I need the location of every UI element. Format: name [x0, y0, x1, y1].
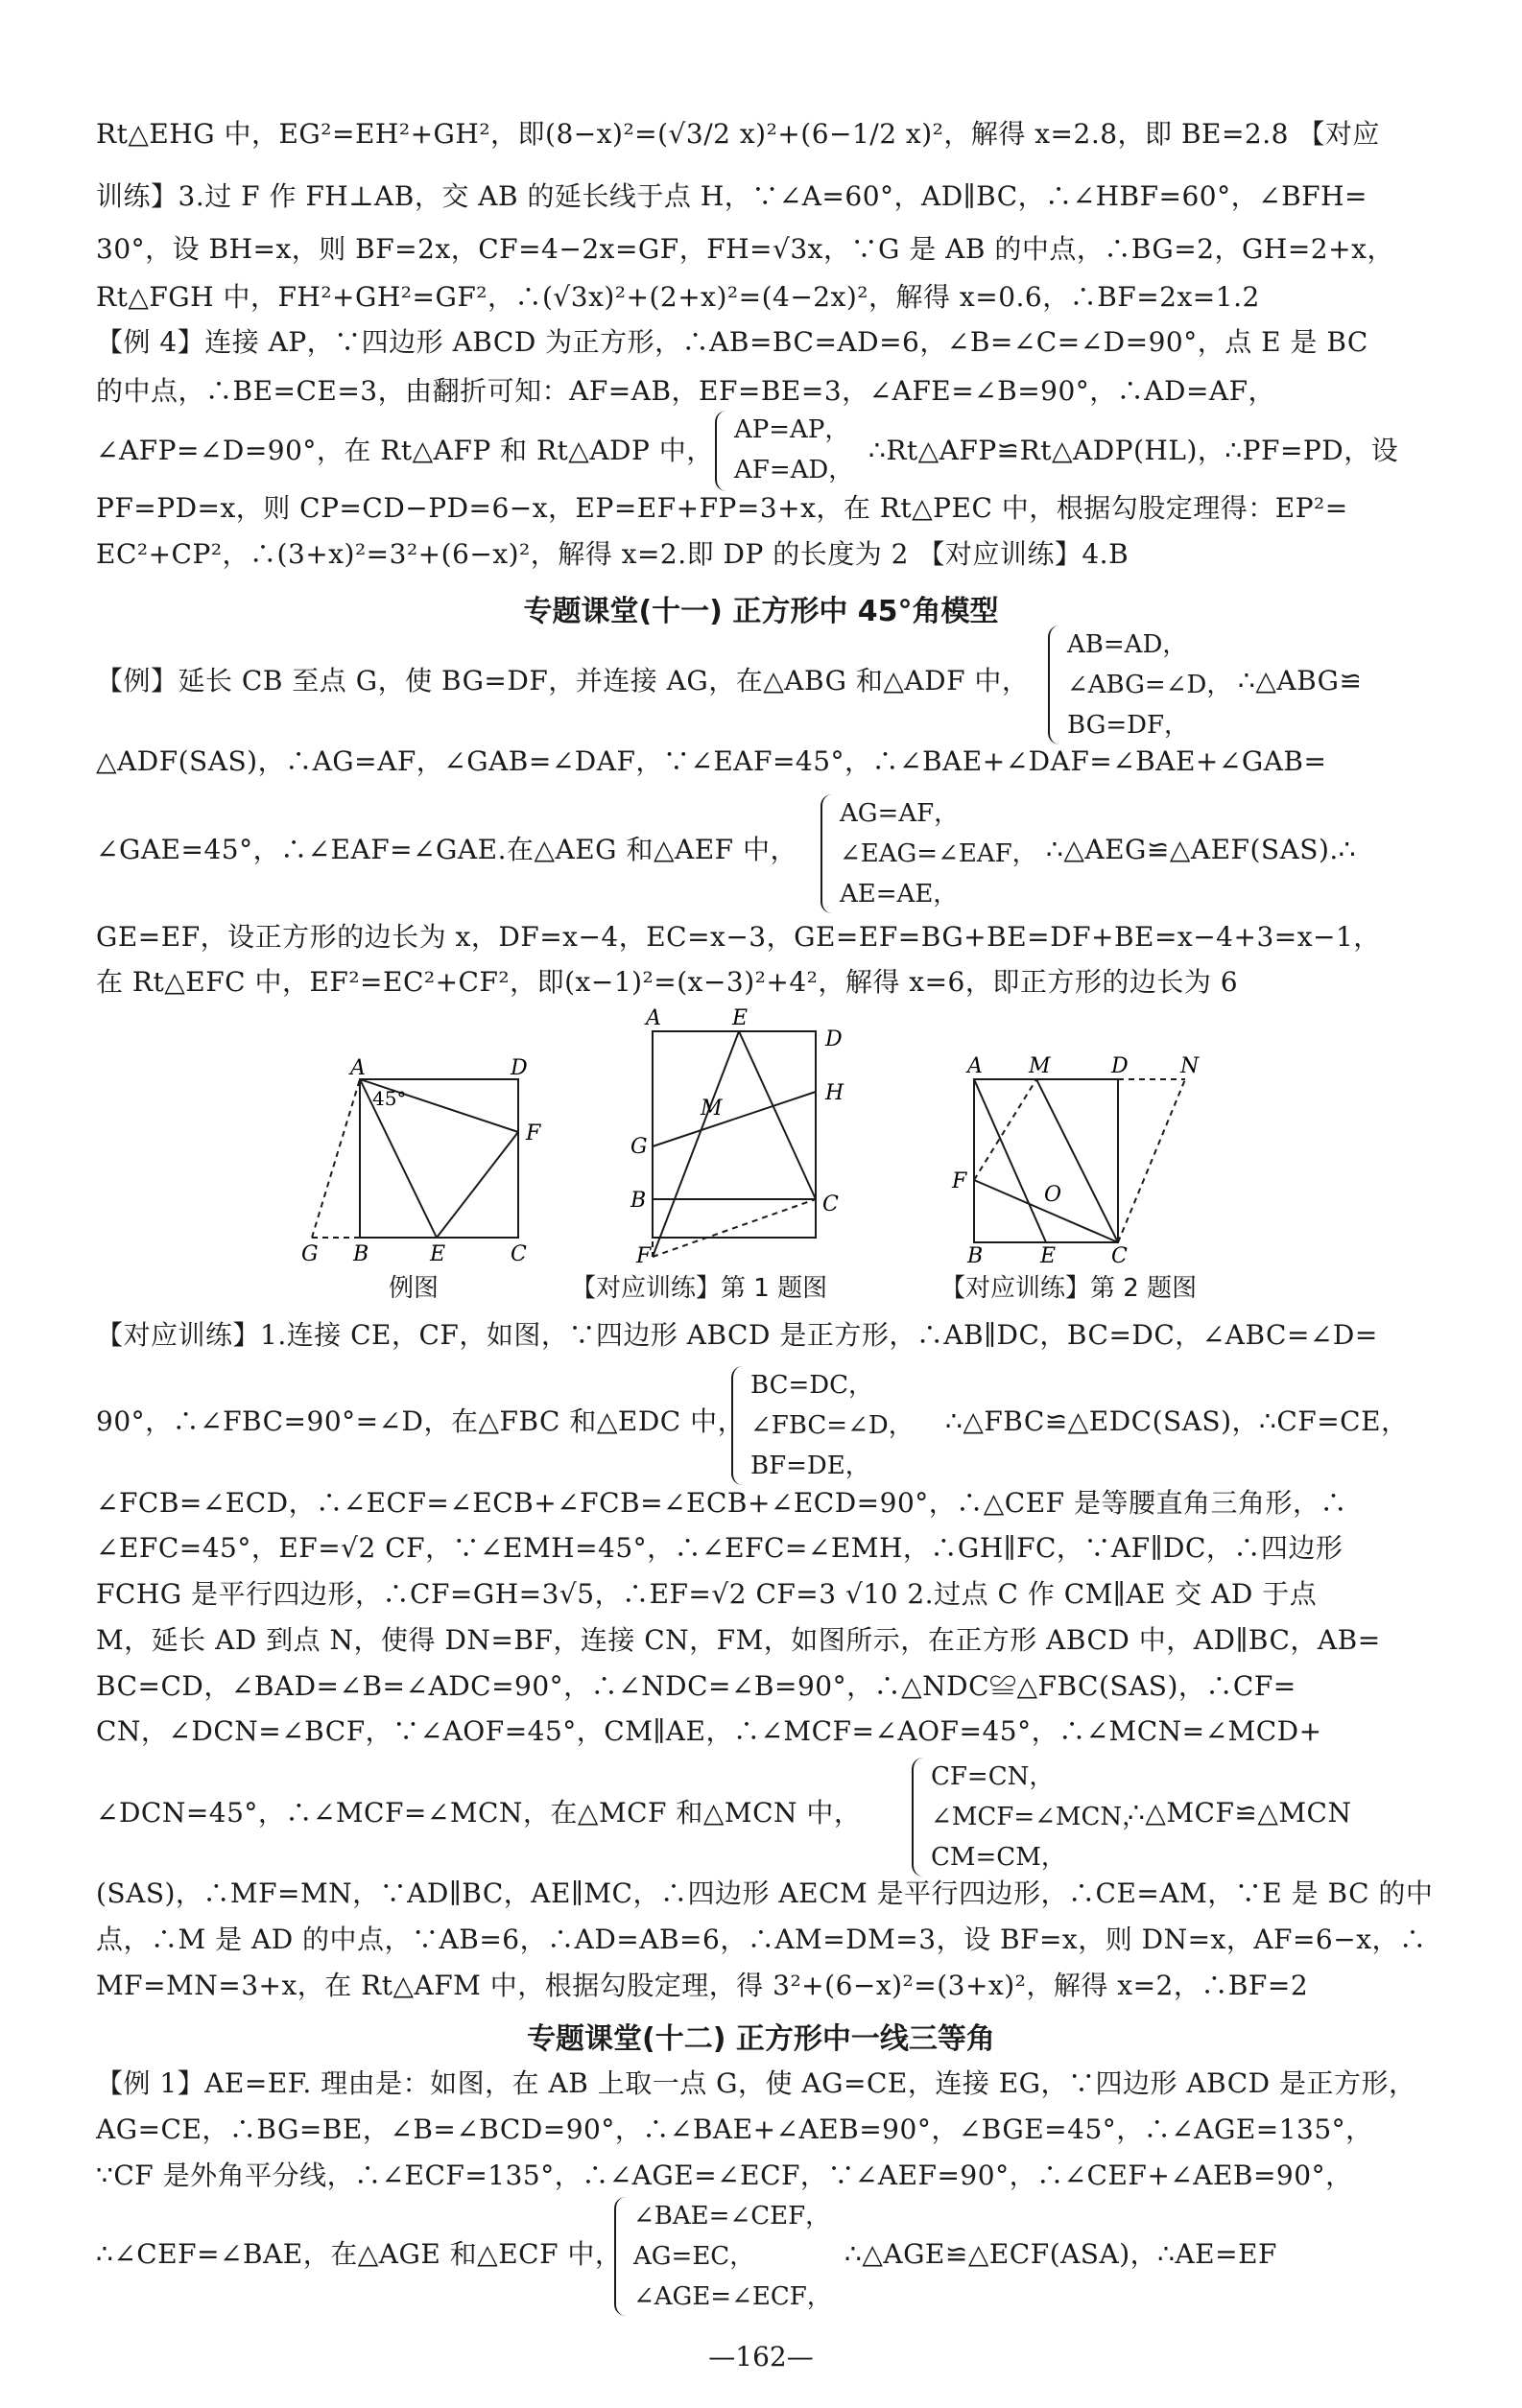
text-line: 【对应训练】1.连接 CE，CF，如图，∵四边形 ABCD 是正方形，∴AB∥DC，BC=DC，∠ABC=∠D=: [96, 1319, 1378, 1351]
text-line: 的中点，∴BE=CE=3，由翻折可知：AF=AB，EF=BE=3，∠AFE=∠B=90°，∴AD=AF，: [96, 375, 1276, 407]
page-number: —162—: [708, 2341, 814, 2373]
point-label: A: [646, 1007, 661, 1030]
figure-caption: 【对应训练】第 1 题图: [571, 1274, 828, 1303]
geometry-figure-1: [297, 1055, 547, 1266]
text-line: ∴Rt△AFP≌Rt△ADP(HL)，∴PF=PD，设: [868, 435, 1399, 466]
brace-system: [731, 1366, 942, 1487]
brace-row: BF=DE，: [750, 1452, 870, 1480]
point-label: A: [350, 1056, 366, 1080]
text-line: △ADF(SAS)，∴AG=AF，∠GAB=∠DAF，∵∠EAF=45°，∴∠BAE+∠DAF=∠BAE+∠GAB=: [96, 745, 1327, 777]
point-label: G: [301, 1242, 319, 1266]
point-label: E: [430, 1242, 446, 1266]
point-label: D: [1111, 1055, 1129, 1078]
text-line: MF=MN=3+x，在 Rt△AFM 中，根据勾股定理，得 3²+(6−x)²=(3+x)²，解得 x=2，∴BF=2: [96, 1970, 1309, 2001]
text-line: Rt△FGH 中，FH²+GH²=GF²，∴(√3x)²+(2+x)²=(4−2x)²，解得 x=0.6，∴BF=2x=1.2: [96, 281, 1260, 313]
text-line: ∵CF 是外角平分线，∴∠ECF=135°，∴∠AGE=∠ECF，∵∠AEF=90°，∴∠CEF+∠AEB=90°，: [96, 2160, 1353, 2191]
geometry-figure-2: [619, 1007, 868, 1266]
point-label: E: [1040, 1244, 1057, 1266]
text-line: M，延长 AD 到点 N，使得 DN=BF，连接 CN，FM，如图所示，在正方形 ABCD 中，AD∥BC，AB=: [96, 1624, 1381, 1656]
brace-row: AG=AF，: [840, 799, 960, 828]
point-label: D: [825, 1027, 843, 1051]
point-label: F: [636, 1244, 652, 1266]
text-line: ∴△AGE≌△ECF(ASA)，∴AE=EF: [844, 2238, 1277, 2270]
section-heading: 专题课堂(十一) 正方形中 45°角模型: [523, 595, 999, 628]
text-line: ∴△MCF≌△MCN: [1128, 1797, 1352, 1829]
text-line: EC²+CP²，∴(3+x)²=3²+(6−x)²，解得 x=2.即 DP 的长度为 2 【对应训练】4.B: [96, 538, 1130, 570]
point-label: C: [1111, 1244, 1128, 1266]
text-line: BC=CD，∠BAD=∠B=∠ADC=90°，∴∠NDC=∠B=90°，∴△NDC≌△FBC(SAS)，∴CF=: [96, 1670, 1296, 1702]
brace-row: ∠FBC=∠D，: [750, 1411, 914, 1440]
text-line: 【例 1】AE=EF. 理由是：如图，在 AB 上取一点 G，使 AG=CE，连接 EG，∵四边形 ABCD 是正方形，: [96, 2067, 1416, 2099]
point-label: F: [952, 1169, 967, 1193]
brace-row: ∠EAG=∠EAF，: [840, 839, 1037, 868]
text-line: 90°，∴∠FBC=90°=∠D，在△FBC 和△EDC 中，: [96, 1405, 746, 1437]
point-label: B: [967, 1244, 984, 1266]
brace-row: AE=AE，: [840, 880, 959, 909]
brace-row: AP=AP，: [734, 415, 850, 444]
brace-system: [1048, 626, 1240, 746]
figure-caption: 【对应训练】第 2 题图: [940, 1274, 1198, 1303]
point-label: B: [353, 1242, 369, 1266]
brace-row: CM=CM，: [931, 1843, 1066, 1872]
brace-row: AG=EC，: [633, 2242, 755, 2271]
text-line: AG=CE，∴BG=BE，∠B=∠BCD=90°，∴∠BAE+∠AEB=90°，∠BGE=45°，∴∠AGE=135°，: [96, 2113, 1373, 2145]
point-label: A: [967, 1055, 983, 1078]
point-label: B: [630, 1189, 647, 1213]
text-line: 【例】延长 CB 至点 G，使 BG=DF，并连接 AG，在△ABG 和△ADF 中，: [96, 665, 1030, 696]
text-line: ∴△ABG≌: [1238, 665, 1363, 696]
brace-system: [715, 411, 888, 493]
text-line: Rt△EHG 中，EG²=EH²+GH²，即(8−x)²=(√3/2 x)²+(6−1/2 x)²，解得 x=2.8，即 BE=2.8 【对应: [96, 118, 1380, 150]
angle-label: 45°: [372, 1087, 407, 1110]
brace-row: ∠AGE=∠ECF，: [633, 2282, 832, 2311]
point-label: H: [825, 1081, 844, 1105]
point-label: E: [732, 1007, 749, 1030]
point-label: O: [1044, 1183, 1062, 1207]
brace-row: ∠MCF=∠MCN，: [931, 1803, 1148, 1831]
brace-system: [614, 2197, 832, 2318]
point-label: G: [630, 1135, 648, 1159]
point-label: M: [1029, 1055, 1051, 1078]
text-line: FCHG 是平行四边形，∴CF=GH=3√5，∴EF=√2 CF=3 √10 2.过点 C 作 CM∥AE 交 AD 于点: [96, 1578, 1318, 1610]
point-label: C: [822, 1192, 839, 1216]
brace-row: BG=DF，: [1067, 711, 1190, 740]
text-line: ∠AFP=∠D=90°，在 Rt△AFP 和 Rt△ADP 中，: [96, 435, 714, 466]
brace-row: CF=CN，: [931, 1762, 1055, 1791]
brace-system: [820, 794, 1051, 915]
text-line: ∠GAE=45°，∴∠EAF=∠GAE.在△AEG 和△AEF 中，: [96, 834, 797, 865]
geometry-figure-3: [950, 1055, 1209, 1266]
text-line: 30°，设 BH=x，则 BF=2x，CF=4−2x=GF，FH=√3x，∵G 是 AB 的中点，∴BG=2，GH=2+x，: [96, 233, 1394, 265]
text-line: ∠EFC=45°，EF=√2 CF，∵∠EMH=45°，∴∠EFC=∠EMH，∴GH∥FC，∵AF∥DC，∴四边形: [96, 1532, 1344, 1564]
point-label: F: [526, 1121, 541, 1145]
figure-caption: 例图: [389, 1274, 440, 1303]
brace-row: AB=AD，: [1067, 630, 1188, 659]
text-line: ∴△AEG≌△AEF(SAS).∴: [1046, 834, 1357, 865]
brace-system: [912, 1758, 1148, 1878]
brace-row: ∠ABG=∠D，: [1067, 671, 1232, 699]
text-line: ∠DCN=45°，∴∠MCF=∠MCN，在△MCF 和△MCN 中，: [96, 1797, 862, 1829]
brace-row: BC=DC，: [750, 1371, 874, 1400]
point-label: C: [511, 1242, 527, 1266]
text-line: 在 Rt△EFC 中，EF²=EC²+CF²，即(x−1)²=(x−3)²+4²，解得 x=6，即正方形的边长为 6: [96, 966, 1239, 998]
section-heading: 专题课堂(十二) 正方形中一线三等角: [527, 2022, 995, 2056]
text-line: PF=PD=x，则 CP=CD−PD=6−x，EP=EF+FP=3+x，在 Rt△PEC 中，根据勾股定理得：EP²=: [96, 492, 1348, 524]
text-line: ∴△FBC≌△EDC(SAS)，∴CF=CE，: [945, 1405, 1409, 1437]
text-line: GE=EF，设正方形的边长为 x，DF=x−4，EC=x−3，GE=EF=BG+BE=DF+BE=x−4+3=x−1，: [96, 921, 1381, 953]
point-label: N: [1180, 1055, 1200, 1078]
text-line: (SAS)，∴MF=MN，∵AD∥BC，AE∥MC，∴四边形 AECM 是平行四边形，∴CE=AM，∵E 是 BC 的中: [96, 1877, 1434, 1909]
text-line: 训练】3.过 F 作 FH⊥AB，交 AB 的延长线于点 H，∵∠A=60°，AD∥BC，∴∠HBF=60°，∠BFH=: [96, 180, 1367, 212]
brace-row: AF=AD，: [734, 456, 854, 484]
brace-row: ∠BAE=∠CEF，: [633, 2202, 831, 2231]
text-line: ∴∠CEF=∠BAE，在△AGE 和△ECF 中，: [96, 2238, 623, 2270]
text-line: 【例 4】连接 AP，∵四边形 ABCD 为正方形，∴AB=BC=AD=6，∠B=∠C=∠D=90°，点 E 是 BC: [96, 326, 1368, 358]
text-line: ∠FCB=∠ECD，∴∠ECF=∠ECB+∠FCB=∠ECB+∠ECD=90°，∴△CEF 是等腰直角三角形，∴: [96, 1487, 1347, 1519]
text-line: CN，∠DCN=∠BCF，∵∠AOF=45°，CM∥AE，∴∠MCF=∠AOF=45°，∴∠MCN=∠MCD+: [96, 1715, 1322, 1747]
point-label: M: [701, 1097, 723, 1121]
point-label: D: [511, 1056, 528, 1080]
text-line: 点，∴M 是 AD 的中点，∵AB=6，∴AD=AB=6，∴AM=DM=3，设 BF=x，则 DN=x，AF=6−x，∴: [96, 1924, 1427, 1955]
